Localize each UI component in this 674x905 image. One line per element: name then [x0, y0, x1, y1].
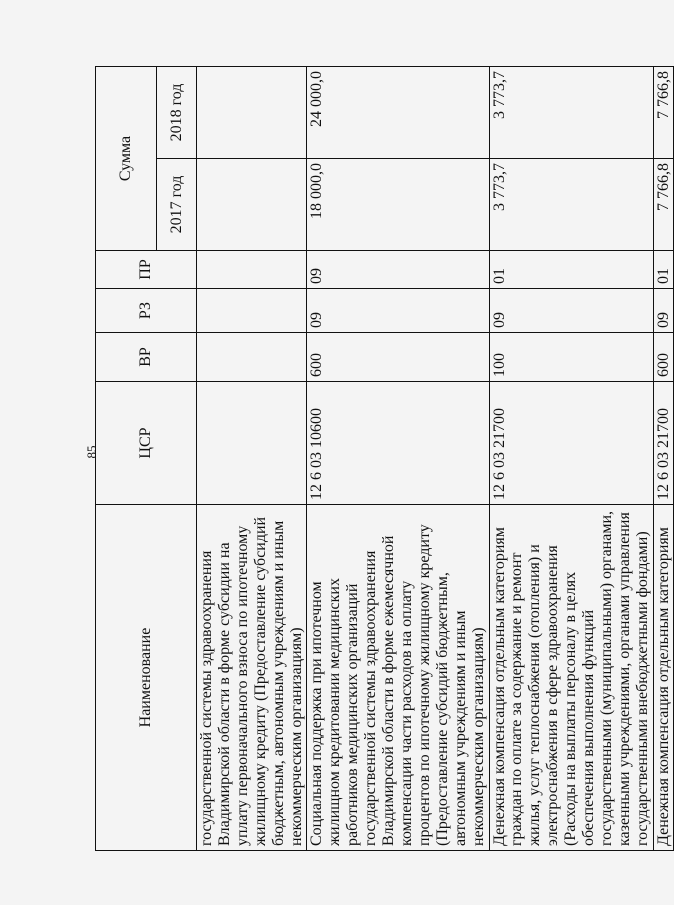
- row-sum-2017: 18 000,0: [307, 159, 489, 251]
- header-vr: ВР: [96, 333, 197, 382]
- header-2018: 2018 год: [157, 67, 197, 159]
- row-rz: 09: [307, 289, 489, 333]
- row-pr: 09: [307, 251, 489, 289]
- header-sum: Сумма: [96, 67, 157, 251]
- row-vr: 600: [307, 333, 489, 382]
- row-sum-2017: 7 766,8: [653, 159, 673, 251]
- row-sum-2018: 24 000,0: [307, 67, 489, 159]
- row-csr: [197, 382, 307, 505]
- table-row: [653, 67, 673, 851]
- header-pr: ПР: [96, 251, 197, 289]
- row-name: Денежная компенсация отдельным категориям граждан по оплате за содержание и ремонт жилья, услуг теплоснабжения (отопления) и электроснабжения в сфере здравоохранения (Расходы на выплаты персоналу в целях обеспечения выполнения функций государственными (муниципальными) органами, казенными учреждениями, органами управления государственными внебюджетными фондами): [489, 505, 653, 851]
- row-sum-2018: 3 773,7: [489, 67, 653, 159]
- row-name: государственной системы здравоохранения Владимирской области в форме субсидии на уплату первоначального взноса по ипотечному жилищному кредиту (Предоставление субсидий бюджетным, автономным учреждениям и иным некоммерческим организациям): [197, 505, 307, 851]
- row-sum-2018: [197, 67, 307, 159]
- header-name: Наименование: [96, 505, 197, 851]
- row-pr: [197, 251, 307, 289]
- row-rz: 09: [653, 289, 673, 333]
- row-sum-2017: 3 773,7: [489, 159, 653, 251]
- header-rz: РЗ: [96, 289, 197, 333]
- row-rz: [197, 289, 307, 333]
- row-sum-2017: [197, 159, 307, 251]
- table-row: [307, 67, 489, 851]
- header-2017: 2017 год: [157, 159, 197, 251]
- row-vr: 600: [653, 333, 673, 382]
- page-number: 85: [84, 445, 99, 459]
- row-name: Денежная компенсация отдельным категориям: [653, 505, 673, 851]
- rotated-page: [95, 67, 672, 851]
- table-row: [489, 67, 653, 851]
- row-csr: 12 6 03 21700: [489, 382, 653, 505]
- row-csr: 12 6 03 21700: [653, 382, 673, 505]
- row-sum-2018: 7 766,8: [653, 67, 673, 159]
- row-vr: [197, 333, 307, 382]
- row-pr: 01: [653, 251, 673, 289]
- row-rz: 09: [489, 289, 653, 333]
- row-name: Социальная поддержка при ипотечном жилищном кредитовании медицинских работников медицинских организаций государственной системы здравоохранения Владимирской области в форме ежемесячной компенсации части расходов на оплату процентов по ипотечному жилищному кредиту (Предоставление субсидий бюджетным, автономным учреждениям и иным некоммерческим организациям): [307, 505, 489, 851]
- table-row: [197, 67, 307, 851]
- budget-table: [95, 66, 674, 851]
- row-pr: 01: [489, 251, 653, 289]
- row-vr: 100: [489, 333, 653, 382]
- header-csr: ЦСР: [96, 382, 197, 505]
- row-csr: 12 6 03 10600: [307, 382, 489, 505]
